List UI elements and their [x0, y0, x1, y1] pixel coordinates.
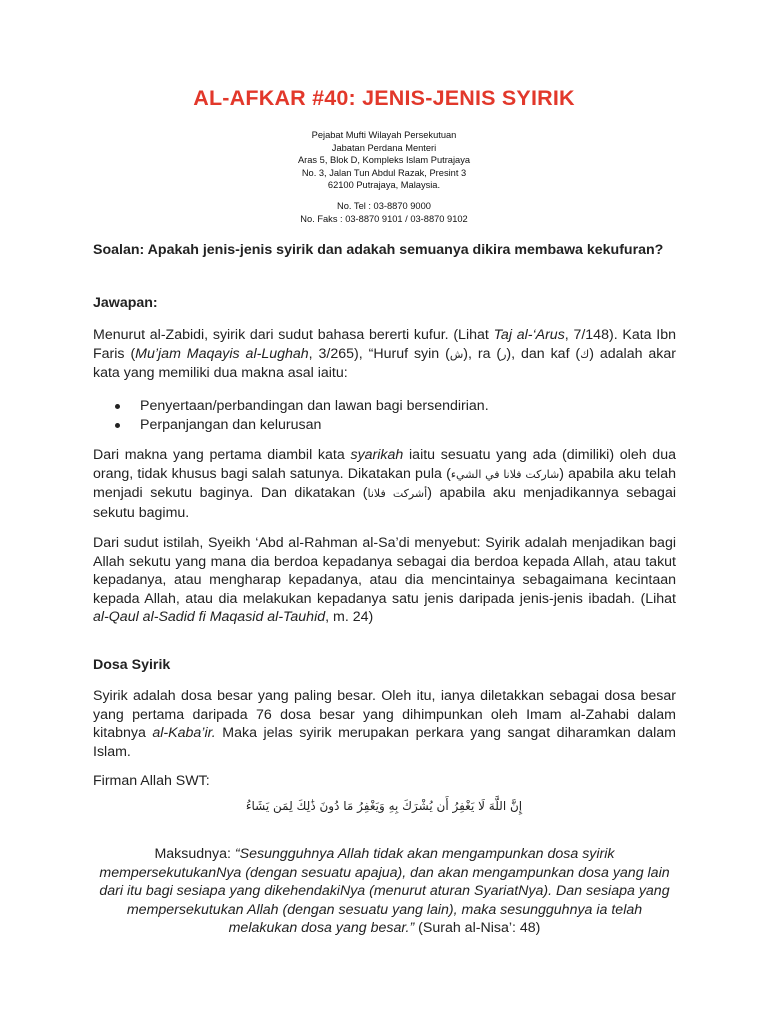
- verse-translation: Maksudnya: “Sesungguhnya Allah tidak akan mengampunkan dosa syirik mempersekutukanNya (dengan sesuatu apajua), dan akan mengampunkan dosa yang lain dari itu bagi sesiapa yang dikehendakiNya (menurut aturan SyariatNya). Dan sesiapa yang mempersekutukan Allah (dengan sesuatu yang lain), maka sesungguhnya ia telah melakukan dosa yang besar.” (Surah al-Nisa’: 48): [99, 846, 670, 937]
- list-item: Penyertaan/perbandingan dan lawan bagi bersendirian.: [93, 397, 676, 416]
- paragraph-sin: Syirik adalah dosa besar yang paling besar. Oleh itu, ianya diletakkan sebagai dosa besar yang pertama daripada 76 dosa besar yang dihimpunkan oleh Imam al-Zahabi dalam kitabnya al-Kaba’ir. Maka jelas syirik merupakan perkara yang sangat diharamkan dalam Islam.: [93, 688, 676, 760]
- address-line: Pejabat Mufti Wilayah Persekutuan: [311, 130, 457, 140]
- section-heading-dosa-syirik: Dosa Syirik: [93, 657, 171, 673]
- address-line: Aras 5, Blok D, Kompleks Islam Putrajaya: [297, 155, 471, 166]
- address-line: No. 3, Jalan Tun Abdul Razak, Presint 3: [301, 167, 467, 178]
- question-paragraph: Soalan: Apakah jenis-jenis syirik dan adakah semuanya dikira membawa kekufuran?: [93, 242, 664, 258]
- quran-verse: إِنَّ اللَّهَ لَا يَغْفِرُ أَن يُشْرَكَ بِهِ وَيَغْفِرُ مَا دُونَ ذَٰلِكَ لِمَن يَشَاءُ: [245, 799, 523, 813]
- answer-heading: Jawapan:: [93, 295, 158, 311]
- paragraph-first-meaning: Dari makna yang pertama diambil kata syarikah iaitu sesuatu yang ada (dimiliki) oleh dua orang, tidak khusus bagi salah satunya. Dikatakan pula (شاركت فلانا في الشيء) apabila aku telah menjadi sekutu baginya. Dan dikatakan (أشركت فلانا) apabila aku menjadikannya sebagai sekutu bagimu.: [93, 447, 676, 521]
- paragraph-terminology: Dari sudut istilah, Syeikh ‘Abd al-Rahman al-Sa’di menyebut: Syirik adalah menjadikan bagi Allah sekutu yang mana dia berdoa kepadanya sebagai dia berdoa kepada Allah, atau takut kepadanya, atau mengharap kepadanya, atau dia mencintainya sebagaimana kecintaan kepada Allah, atau dia melakukan kepadanya satu jenis daripada jenis-jenis ibadah. (Lihat al-Qaul al-Sadid fi Maqasid al-Tauhid, m. 24): [93, 535, 676, 626]
- address-line: Jabatan Perdana Menteri: [331, 142, 437, 153]
- page-title: AL-AFKAR #40: JENIS-JENIS SYIRIK: [193, 86, 575, 110]
- fax-number: No. Faks : 03-8870 9101 / 03-8870 9102: [300, 213, 468, 224]
- paragraph-linguistic-definition: Menurut al-Zabidi, syirik dari sudut bahasa bererti kufur. (Lihat Taj al-‘Arus, 7/148). Kata Ibn Faris (Mu’jam Maqayis al-Lughah, 3/265), “Huruf syin (ش), ra (ر), dan kaf (ك) adalah akar kata yang memiliki dua makna asal iaitu:: [93, 327, 676, 382]
- phone-number: No. Tel : 03-8870 9000: [337, 200, 431, 211]
- address-line: 62100 Putrajaya, Malaysia.: [327, 180, 441, 191]
- firman-label: Firman Allah SWT:: [93, 773, 210, 789]
- list-item: Perpanjangan dan kelurusan: [93, 416, 676, 435]
- meaning-list: [93, 397, 676, 435]
- office-address: [0, 129, 768, 225]
